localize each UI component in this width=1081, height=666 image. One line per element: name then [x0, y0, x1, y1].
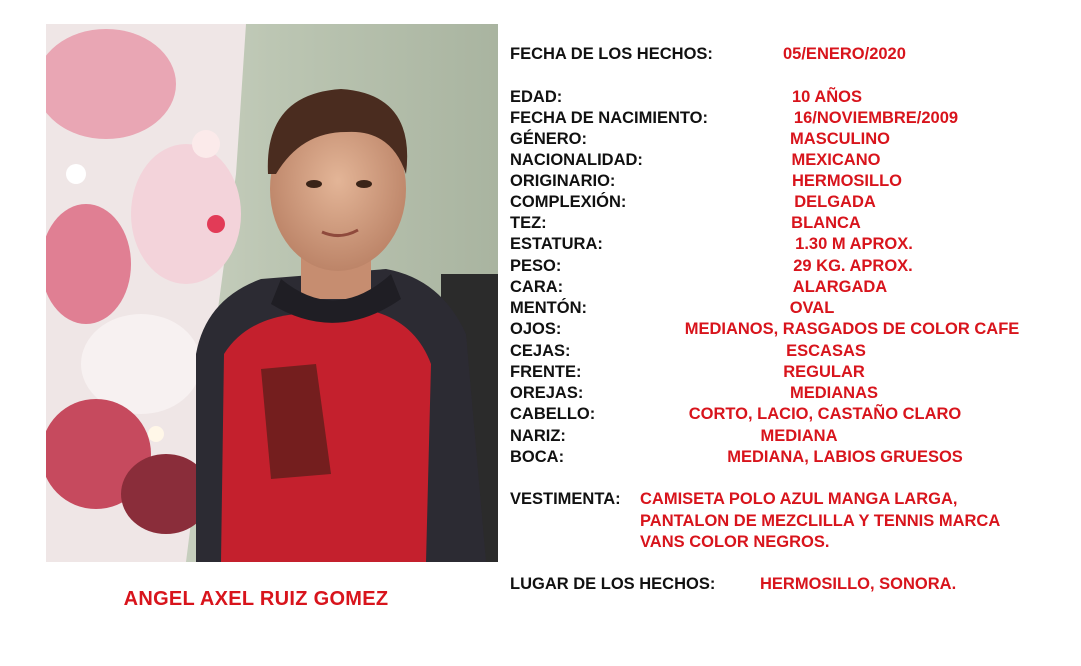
field-value-estatura: 1.30 M APROX.: [795, 235, 913, 253]
field-label-orejas: OREJAS:: [510, 384, 584, 402]
field-label-originario: ORIGINARIO:: [510, 172, 616, 190]
field-label-cejas: CEJAS:: [510, 342, 571, 360]
field-value-nariz: MEDIANA: [760, 427, 838, 445]
clothing-line: VANS COLOR NEGROS.: [640, 533, 830, 551]
field-label-edad: EDAD:: [510, 88, 563, 106]
field-label-frente: FRENTE:: [510, 363, 582, 381]
field-label-tez: TEZ:: [510, 214, 547, 232]
field-value-originario: HERMOSILLO: [792, 172, 902, 190]
place-label: LUGAR DE LOS HECHOS:: [510, 575, 716, 593]
field-value-cabello: CORTO, LACIO, CASTAÑO CLARO: [688, 405, 962, 423]
field-value-cara: ALARGADA: [792, 278, 888, 296]
field-label-ojos: OJOS:: [510, 320, 562, 338]
field-label-nacionalidad: NACIONALIDAD:: [510, 151, 643, 169]
clothing-line: CAMISETA POLO AZUL MANGA LARGA,: [640, 490, 958, 508]
field-value-peso: 29 KG. APROX.: [793, 257, 913, 275]
field-label-peso: PESO:: [510, 257, 562, 275]
field-label-cabello: CABELLO:: [510, 405, 596, 423]
date-label: FECHA DE LOS HECHOS:: [510, 45, 713, 63]
field-value-cejas: ESCASAS: [786, 342, 866, 360]
field-label-complexion: COMPLEXIÓN:: [510, 193, 627, 211]
clothing-label: VESTIMENTA:: [510, 490, 621, 508]
clothing-line: PANTALON DE MEZCLILLA Y TENNIS MARCA: [640, 512, 1001, 530]
place-value: HERMOSILLO, SONORA.: [760, 575, 957, 593]
field-value-genero: MASCULINO: [790, 130, 890, 148]
field-value-nacionalidad: MEXICANO: [791, 151, 881, 169]
field-value-tez: BLANCA: [791, 214, 861, 232]
person-name: ANGEL AXEL RUIZ GOMEZ: [123, 588, 389, 610]
field-value-ojos: MEDIANOS, RASGADOS DE COLOR CAFE: [684, 320, 1020, 338]
field-value-complexion: DELGADA: [794, 193, 876, 211]
field-label-genero: GÉNERO:: [510, 130, 588, 148]
child-portrait-icon: [46, 24, 498, 562]
field-label-menton: MENTÓN:: [510, 299, 587, 317]
field-label-nacimiento: FECHA DE NACIMIENTO:: [510, 109, 708, 127]
date-value: 05/ENERO/2020: [783, 45, 906, 63]
field-value-orejas: MEDIANAS: [789, 384, 879, 402]
field-value-edad: 10 AÑOS: [792, 88, 862, 106]
field-label-cara: CARA:: [510, 278, 564, 296]
field-value-nacimiento: 16/NOVIEMBRE/2009: [793, 109, 959, 127]
field-label-nariz: NARIZ:: [510, 427, 566, 445]
field-value-boca: MEDIANA, LABIOS GRUESOS: [727, 448, 963, 466]
missing-person-photo: [46, 24, 498, 562]
field-label-estatura: ESTATURA:: [510, 235, 603, 253]
field-label-boca: BOCA:: [510, 448, 565, 466]
field-value-frente: REGULAR: [783, 363, 865, 381]
field-value-menton: OVAL: [789, 299, 835, 317]
